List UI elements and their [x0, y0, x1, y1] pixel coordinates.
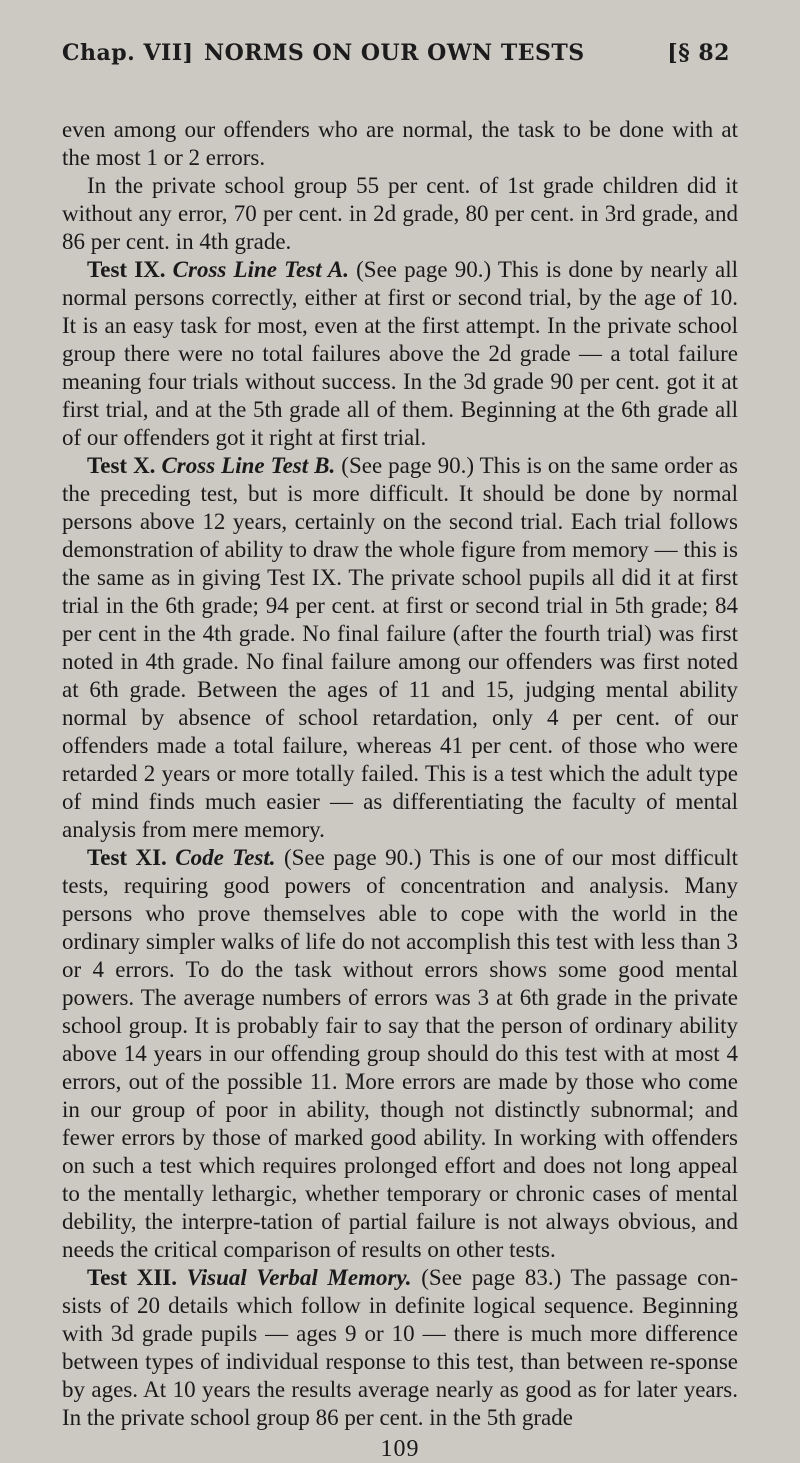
test-name: Cross Line Test B. — [161, 453, 336, 478]
paragraph-text: (See page 90.) This is done by nearly all normal persons correctly, either at first or second trial, by the age of 10. It is an easy task for most, even at the first attempt. In the private school group there were no total failures above the 2d grade — a total failure meaning four trials without success. In the 3d grade 90 per cent. got it at first trial, and at the 5th grade all of them. Beginning at the 6th grade all of our offenders got it right at first trial. — [62, 257, 739, 450]
paragraph-private-school-results — [62, 172, 738, 256]
test-name: Code Test. — [175, 845, 276, 870]
paragraph-test-xii — [62, 1264, 738, 1432]
paragraph-test-ix — [62, 256, 738, 452]
test-number: Test IX. — [87, 257, 166, 282]
paragraph-continuation — [62, 116, 738, 172]
paragraph-text: (See page 83.) The passage con-sists of 20 details which follow in definite logical sequence. Beginning with 3d grade pupils — ages 9 or 10 — there is much more difference between types of individual response to this test, than between re-sponse by ages. At 10 years the results average nearly as good as for later years. In the private school group 86 per cent. in the 5th grade — [62, 1265, 739, 1430]
body-text — [62, 116, 738, 1432]
paragraph-test-xi — [62, 844, 738, 1264]
running-head — [62, 40, 738, 76]
paragraph-test-x — [62, 452, 738, 844]
page-number: 109 — [380, 1436, 420, 1462]
paragraph-text: In the private school group 55 per cent. of 1st grade children did it without any error, 70 per cent. in 2d grade, 80 per cent. in 3rd grade, and 86 per cent. in 4th grade. — [62, 173, 738, 254]
chapter-label: Chap. VII] — [62, 40, 194, 66]
test-name: Cross Line Test A. — [172, 257, 349, 282]
test-name: Visual Verbal Memory. — [186, 1265, 412, 1290]
section-label: [§ 82 — [667, 40, 730, 66]
running-title: NORMS ON OUR OWN TESTS — [204, 40, 585, 66]
paragraph-text: even among our offenders who are normal, the task to be done with at the most 1 or 2 errors. — [62, 117, 738, 170]
test-number: Test XII. — [87, 1265, 177, 1290]
test-number: Test XI. — [87, 845, 167, 870]
paragraph-text: (See page 90.) This is on the same order as the preceding test, but is more difficult. It should be done by normal persons above 12 years, certainly on the second trial. Each trial follows demonstration of ability to draw the whole figure from memory — this is the same as in giving Test IX. The private school pupils all did it at first trial in the 6th grade; 94 per cent. at first or second trial in 5th grade; 84 per cent in the 4th grade. No final failure (after the fourth trial) was first noted in 4th grade. No final failure among our offenders was first noted at 6th grade. Between the ages of 11 and 15, judging mental ability normal by absence of school retardation, only 4 per cent. of our offenders made a total failure, whereas 41 per cent. of those who were retarded 2 years or more totally failed. This is a test which the adult type of mind finds much easier — as differentiating the faculty of mental analysis from mere memory. — [62, 453, 739, 842]
paragraph-text: (See page 90.) This is one of our most difficult tests, requiring good powers of concentration and analysis. Many persons who prove themselves able to cope with the world in the ordinary simpler walks of life do not accomplish this test with less than 3 or 4 errors. To do the task without errors shows some good mental powers. The average numbers of errors was 3 at 6th grade in the private school group. It is probably fair to say that the person of ordinary ability above 14 years in our offending group should do this test with at most 4 errors, out of the possible 11. More errors are made by those who come in our group of poor in ability, though not distinctly subnormal; and fewer errors by those of marked good ability. In working with offenders on such a test which requires prolonged effort and does not long appeal to the mentally lethargic, whether temporary or chronic cases of mental debility, the interpre-tation of partial failure is not always obvious, and needs the critical comparison of results on other tests. — [62, 845, 738, 1262]
test-number: Test X. — [87, 453, 156, 478]
